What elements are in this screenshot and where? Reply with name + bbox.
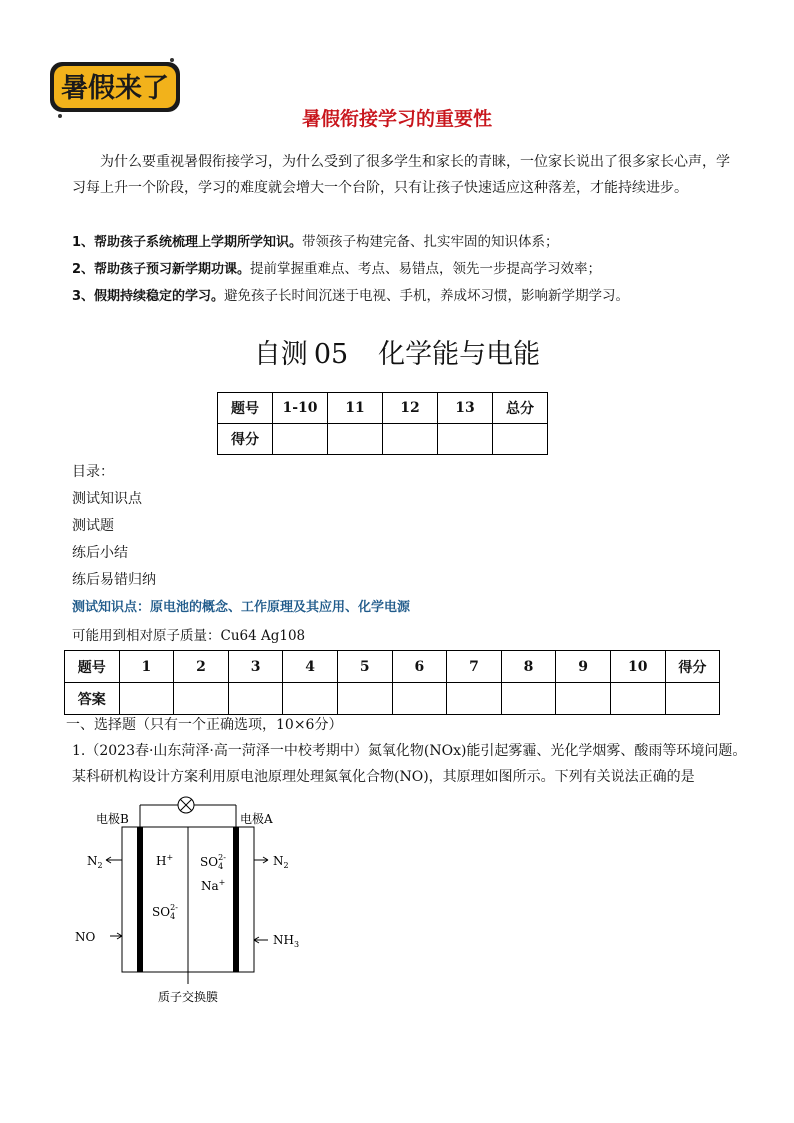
answer-cell[interactable]: [283, 683, 338, 715]
score-cell[interactable]: [438, 424, 493, 455]
battery-diagram: [70, 792, 320, 1012]
logo-text: 暑假来了: [61, 73, 169, 104]
answer-cell[interactable]: [337, 683, 392, 715]
answer-cell[interactable]: [392, 683, 447, 715]
left-ion-h: H+: [156, 853, 174, 868]
intro-paragraph: 为什么要重视暑假衔接学习，为什么受到了很多学生和家长的青睐，一位家长说出了很多家长心声，学习每上升一个阶段，学习的难度就会增大一个台阶，只有让孩子快速适应这种落差，才能持续进步。: [72, 154, 730, 196]
answer-header-cell: 9: [556, 651, 611, 683]
question-1: 1.（2023春·山东菏泽·高一菏泽一中校考期中）氮氧化物(NOx)能引起雾霾、光化学烟雾、酸雨等环境问题。某科研机构设计方案利用原电池原理处理氮氧化合物(NO)，其原理如图所示。下列有关说法正确的是: [72, 743, 747, 785]
page-title: 自测 05 化学能与电能: [253, 339, 541, 370]
score-cell[interactable]: [383, 424, 438, 455]
knowledge-points: 测试知识点：原电池的概念、工作原理及其应用、化学电源: [72, 600, 411, 615]
toc-item: 测试题: [72, 518, 114, 534]
answer-header-cell: 6: [392, 651, 447, 683]
score-header-cell: 总分: [493, 393, 548, 424]
membrane-label: 质子交换膜: [158, 990, 219, 1004]
toc-item: 练后小结: [72, 545, 128, 561]
score-header-cell: 12: [383, 393, 438, 424]
point-3: 3、假期持续稳定的学习。避免孩子长时间沉迷于电视、手机，养成坏习惯，影响新学期学习。: [72, 288, 630, 304]
toc-item: 测试知识点: [72, 491, 142, 507]
electrode-a-plate: [233, 827, 239, 972]
toc-item: 练后易错归纳: [72, 572, 156, 588]
answer-header-cell: 5: [337, 651, 392, 683]
toc-label: 目录：: [72, 464, 114, 480]
electrode-b-label: 电极B: [96, 812, 129, 826]
answer-header-cell: 10: [610, 651, 665, 683]
answer-header-cell: 4: [283, 651, 338, 683]
score-header-cell: 1-10: [273, 393, 328, 424]
bulb-icon: [178, 797, 194, 813]
answer-header-cell: 1: [119, 651, 174, 683]
answer-cell[interactable]: [228, 683, 283, 715]
score-table: [217, 392, 548, 455]
answer-cell[interactable]: [665, 683, 720, 715]
answer-table: [64, 650, 720, 715]
right-outlet-label: $N_2$: [273, 854, 289, 870]
score-cell[interactable]: [328, 424, 383, 455]
answer-header-cell: 2: [174, 651, 229, 683]
answer-header-cell: 得分: [665, 651, 720, 683]
score-cell[interactable]: [273, 424, 328, 455]
answer-row-label: 答案: [65, 683, 120, 715]
point-2: 2、帮助孩子预习新学期功课。提前掌握重难点、考点、易错点，领先一步提高学习效率；: [72, 261, 602, 277]
electrode-a-label: 电极A: [240, 812, 273, 826]
left-inlet-label: NO: [75, 930, 96, 944]
right-inlet-label: $NH_3$: [273, 933, 300, 949]
score-row-label: 得分: [218, 424, 273, 455]
answer-header-cell: 3: [228, 651, 283, 683]
answer-cell[interactable]: [556, 683, 611, 715]
score-cell[interactable]: [493, 424, 548, 455]
answer-cell[interactable]: [119, 683, 174, 715]
score-header-cell: 题号: [218, 393, 273, 424]
answer-cell[interactable]: [447, 683, 502, 715]
section-heading: 一、选择题（只有一个正确选项，10×6分）: [66, 717, 343, 733]
atomic-mass: 可能用到相对原子质量：Cu64 Ag108: [72, 628, 306, 644]
answer-header-cell: 7: [447, 651, 502, 683]
left-ion-so4: $SO_42-$: [152, 903, 178, 921]
score-header-cell: 13: [438, 393, 493, 424]
left-outlet-label: $N_2$: [87, 854, 103, 870]
right-ion-na: Na+: [201, 878, 226, 893]
electrode-b-plate: [137, 827, 143, 972]
answer-cell[interactable]: [610, 683, 665, 715]
right-ion-so4: $SO_42-$: [200, 853, 226, 871]
answer-cell[interactable]: [174, 683, 229, 715]
answer-header-cell: 8: [501, 651, 556, 683]
headline: 暑假衔接学习的重要性: [301, 108, 492, 130]
score-header-cell: 11: [328, 393, 383, 424]
answer-header-cell: 题号: [65, 651, 120, 683]
answer-cell[interactable]: [501, 683, 556, 715]
point-1: 1、帮助孩子系统梳理上学期所学知识。带领孩子构建完备、扎实牢固的知识体系；: [72, 234, 559, 250]
gas-flow-arrows: [106, 857, 268, 943]
